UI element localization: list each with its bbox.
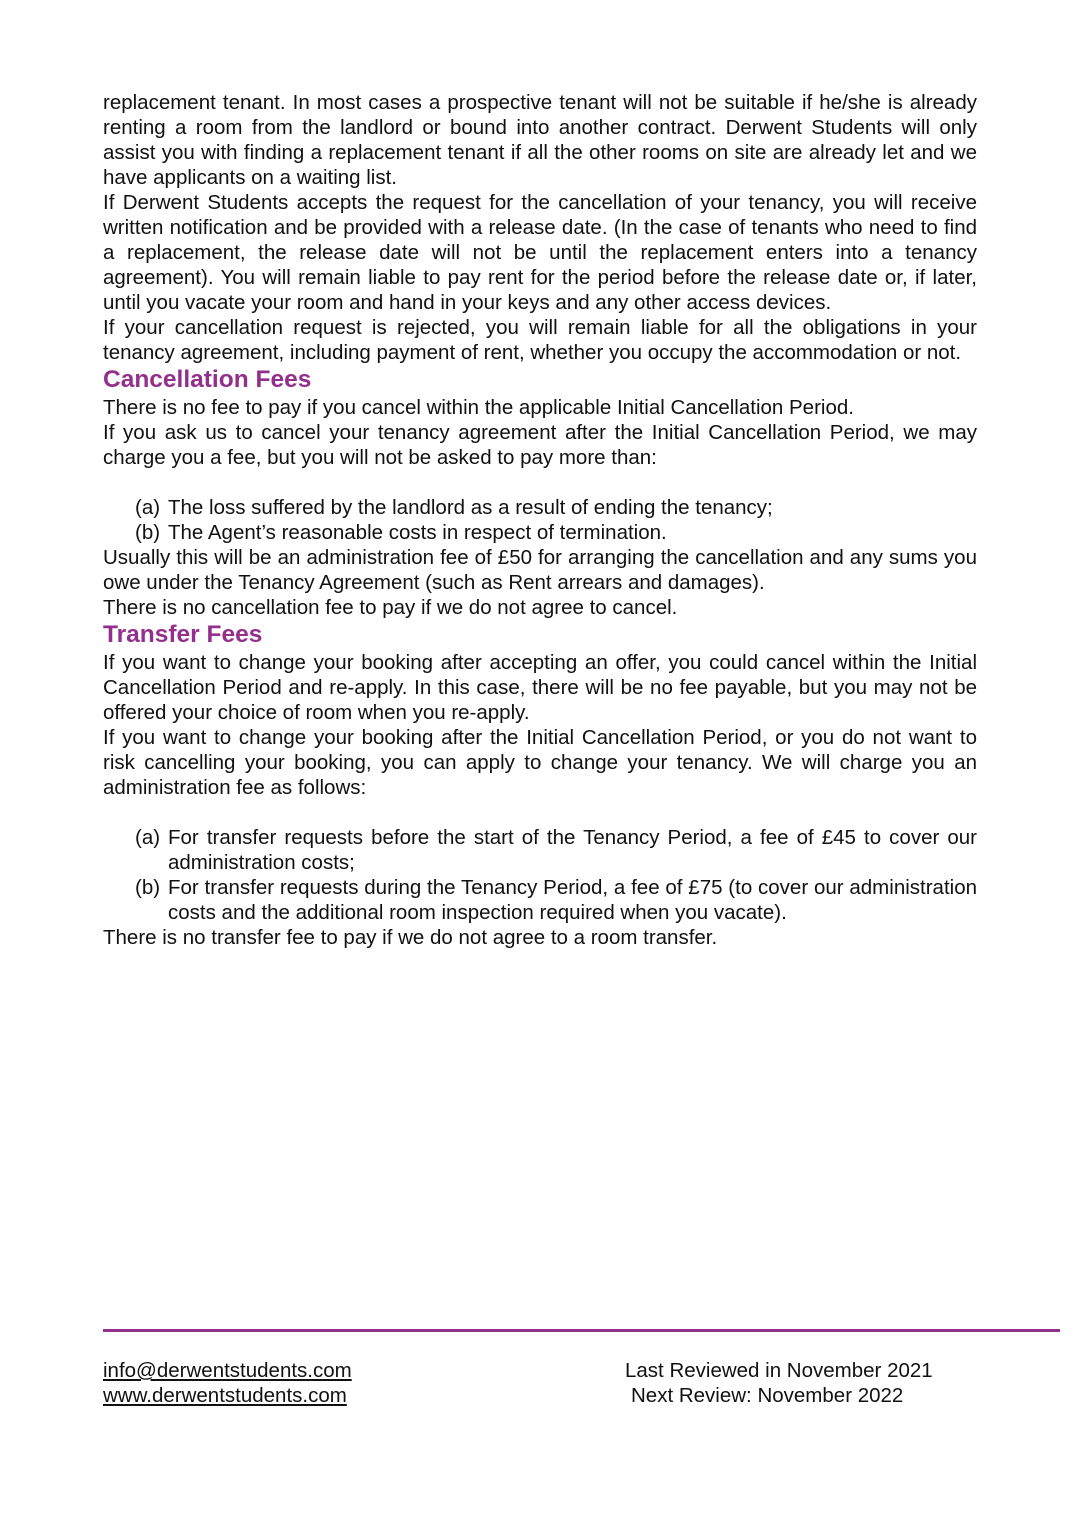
body-paragraph-replacement-tenant: replacement tenant. In most cases a prospective tenant will not be suitable if he/she is already renting a room from the landlord or bound into another contract. Derwent Students will only assist you with finding a replacement tenant if all the other rooms on site are already let and we have applicants on a waiting list. <box>103 91 977 189</box>
email-link[interactable]: info@derwentstudents.com <box>103 1359 352 1382</box>
list-marker: (b) <box>135 876 161 899</box>
transfer-fees-heading: Transfer Fees <box>103 621 263 648</box>
footer-divider <box>103 1329 1060 1332</box>
list-item-text: For transfer requests before the start of the Tenancy Period, a fee of £45 to cover our administration costs; <box>168 826 977 874</box>
list-item-text: The loss suffered by the landlord as a result of ending the tenancy; <box>168 496 773 519</box>
transfer-paragraph-apply-change: If you want to change your booking after the Initial Cancellation Period, or you do not want to risk cancelling your booking, you can apply to change your tenancy. We will charge you an administration fee as follows: <box>103 726 977 799</box>
cancellation-paragraph-no-agree: There is no cancellation fee to pay if we do not agree to cancel. <box>103 596 678 619</box>
transfer-paragraph-no-agree: There is no transfer fee to pay if we do not agree to a room transfer. <box>103 926 718 949</box>
footer-contact <box>103 1358 352 1408</box>
transfer-fee-list <box>103 825 977 925</box>
cancellation-paragraph-charge: If you ask us to cancel your tenancy agreement after the Initial Cancellation Period, we may charge you a fee, but you will not be asked to pay more than: <box>103 421 977 469</box>
footer-review-info <box>625 1358 933 1408</box>
cancellation-fee-list <box>103 495 977 545</box>
list-item-text: The Agent’s reasonable costs in respect of termination. <box>168 521 667 544</box>
list-item-text: For transfer requests during the Tenancy Period, a fee of £75 (to cover our administration costs and the additional room inspection required when you vacate). <box>168 876 977 924</box>
cancellation-paragraph-admin-fee: Usually this will be an administration fee of £50 for arranging the cancellation and any sums you owe under the Tenancy Agreement (such as Rent arrears and damages). <box>103 546 977 594</box>
list-marker: (a) <box>135 496 161 519</box>
list-item <box>103 520 977 545</box>
body-paragraph-cancellation-acceptance: If Derwent Students accepts the request for the cancellation of your tenancy, you will receive written notification and be provided with a release date. (In the case of tenants who need to find a replacement, the release date will not be until the replacement enters into a tenancy agreement). You will remain liable to pay rent for the period before the release date or, if later, until you vacate your room and hand in your keys and any other access devices. <box>103 191 977 314</box>
cancellation-fees-heading: Cancellation Fees <box>103 366 312 393</box>
next-review-text: Next Review: November 2022 <box>631 1384 904 1407</box>
last-reviewed-text: Last Reviewed in November 2021 <box>625 1359 933 1382</box>
document-body <box>103 90 977 950</box>
body-paragraph-cancellation-rejected: If your cancellation request is rejected, you will remain liable for all the obligations in your tenancy agreement, including payment of rent, whether you occupy the accommodation or not. <box>103 316 977 364</box>
list-item <box>103 495 977 520</box>
list-marker: (a) <box>135 826 161 849</box>
transfer-paragraph-change-booking: If you want to change your booking after accepting an offer, you could cancel within the Initial Cancellation Period and re-apply. In this case, there will be no fee payable, but you may not be offered your choice of room when you re-apply. <box>103 651 977 724</box>
list-marker: (b) <box>135 521 161 544</box>
list-item <box>103 875 977 925</box>
website-link[interactable]: www.derwentstudents.com <box>103 1384 347 1407</box>
list-item <box>103 825 977 875</box>
cancellation-paragraph-no-fee: There is no fee to pay if you cancel within the applicable Initial Cancellation Period. <box>103 396 854 419</box>
